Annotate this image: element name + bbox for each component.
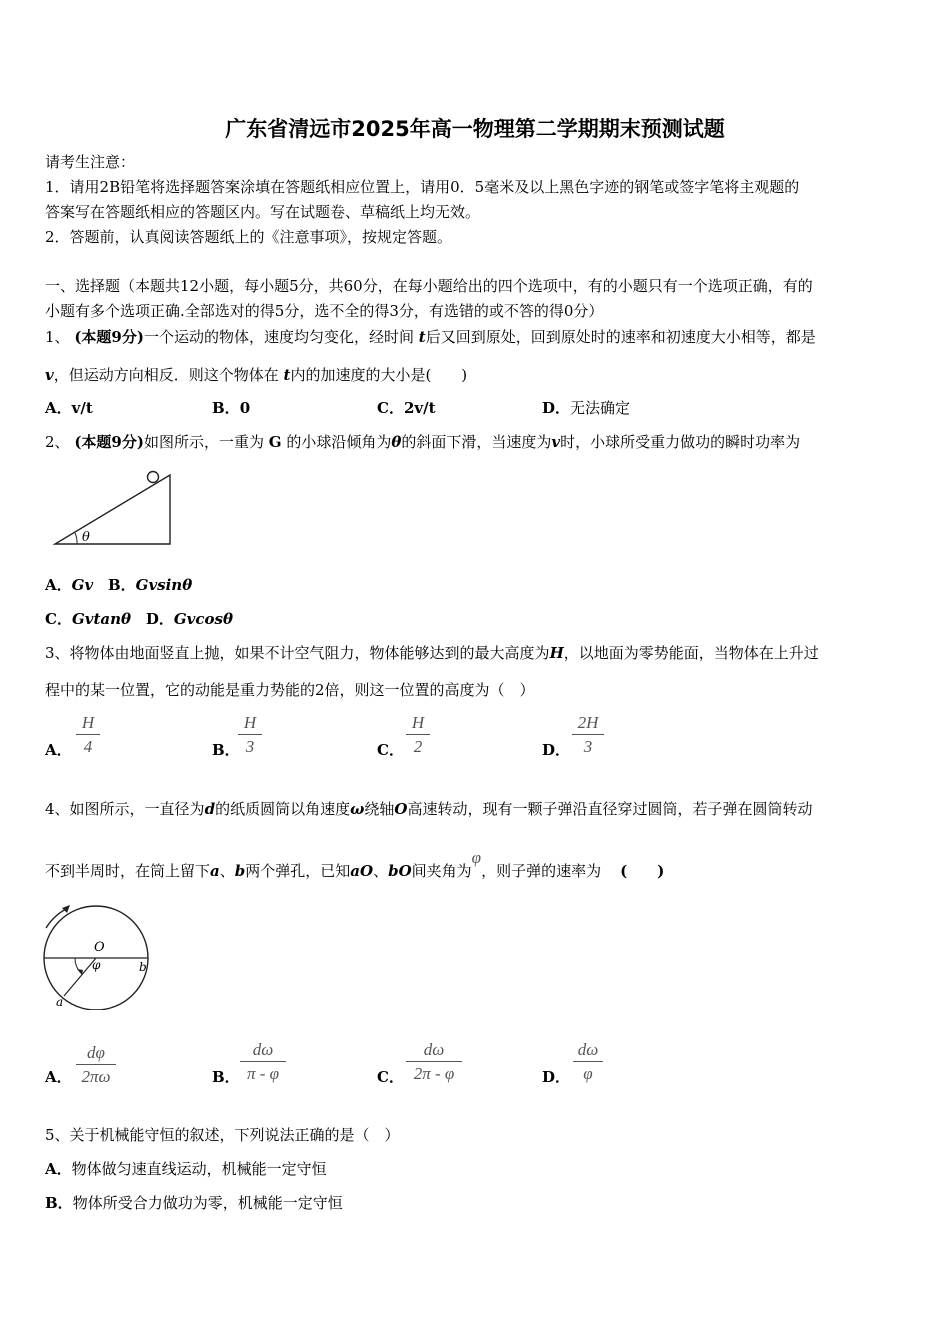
label-a: a <box>56 995 64 1009</box>
q4-number: 4、 <box>45 800 70 818</box>
q1-option-d[interactable] <box>542 398 630 418</box>
question-3-line-1 <box>45 643 819 663</box>
option-label: A． <box>45 576 72 594</box>
option-label: A． <box>45 1160 72 1178</box>
q4-line2-text-c: 间夹角为 <box>411 862 472 880</box>
q3-option-a-label[interactable]: A． <box>45 741 72 759</box>
question-1-line-1 <box>45 327 816 347</box>
q3-option-a-fraction <box>76 713 100 757</box>
label-b: b <box>139 960 147 974</box>
q2-option-b[interactable] <box>108 576 192 594</box>
fraction-denominator: π - φ <box>246 1064 280 1083</box>
q2-options-row-2 <box>45 609 233 629</box>
q2-option-a[interactable] <box>45 576 93 594</box>
option-label: B． <box>45 1194 73 1212</box>
q2-option-c[interactable] <box>45 610 131 628</box>
fraction-numerator: H <box>411 713 425 732</box>
question-2-line-1 <box>45 432 800 452</box>
q3-number: 3、 <box>45 644 70 662</box>
fraction-numerator: dφ <box>87 1043 105 1062</box>
question-4-line-2 <box>45 848 665 881</box>
fraction-bar <box>406 734 430 735</box>
q2-text-1: 如图所示，一重为 <box>143 433 264 451</box>
q1-var-t: t <box>418 328 426 346</box>
fraction-denominator: 2π - φ <box>413 1064 455 1083</box>
theta-label: θ <box>82 530 90 545</box>
fraction-bar <box>76 734 100 735</box>
q3-option-d-label[interactable]: D． <box>542 741 571 759</box>
fraction-numerator: dω <box>252 1040 274 1059</box>
fraction-denominator: 4 <box>83 737 93 756</box>
q3-option-c-label[interactable]: C． <box>377 741 404 759</box>
fraction-numerator: dω <box>423 1040 445 1059</box>
q2-text-2: 的小球沿倾角为 <box>286 433 392 451</box>
q1-option-a[interactable] <box>45 398 93 418</box>
q4-option-d-fraction <box>573 1040 603 1084</box>
q4-text-1: 如图所示，一直径为 <box>69 800 205 818</box>
notice-line-1a: 1．请用2B铅笔将选择题答案涂填在答题纸相应位置上，请用0．5毫米及以上黑色字迹的钢笔或签字笔将主观题的 <box>45 178 800 196</box>
fraction-bar <box>240 1061 286 1062</box>
q2-var-G: G <box>268 433 282 451</box>
q2-options-row-1 <box>45 575 192 595</box>
q1-option-b[interactable] <box>212 398 250 418</box>
q4-var-d: d <box>204 800 216 818</box>
q4-option-a-label[interactable]: A． <box>45 1068 72 1086</box>
q2-number: 2、 <box>45 433 70 451</box>
question-4-line-1 <box>45 799 812 819</box>
q4-line2-text-b: 两个弹孔，已知 <box>245 862 351 880</box>
option-label: B． <box>212 399 240 417</box>
q2-option-d[interactable] <box>146 610 233 628</box>
fraction-bar <box>238 734 262 735</box>
fraction-bar <box>406 1061 462 1062</box>
fraction-bar <box>573 1061 603 1062</box>
option-label: A． <box>45 399 72 417</box>
notice-line-2: 2．答题前，认真阅读答题纸上的《注意事项》，按规定答题。 <box>45 228 453 246</box>
q1-var-v: v <box>45 366 54 384</box>
cylinder-figure <box>40 903 155 1010</box>
q3-option-d-fraction <box>572 713 604 757</box>
fraction-numerator: 2H <box>577 713 599 732</box>
q4-var-aO: aO <box>350 862 374 880</box>
q1-text-1: 一个运动的物体，速度均匀变化，经时间 <box>143 328 414 346</box>
section-heading-line-1: 一、选择题（本题共12小题，每小题5分，共60分，在每小题给出的四个选项中，有的小题只有一个选项正确，有的 <box>45 277 813 295</box>
option-label: B． <box>107 576 136 594</box>
option-label: D． <box>542 399 571 417</box>
fraction-denominator: φ <box>583 1064 593 1083</box>
q4-sep: 、 <box>219 862 235 880</box>
q4-option-b-label[interactable]: B． <box>212 1068 240 1086</box>
q4-option-b-fraction <box>240 1040 286 1084</box>
option-label: C． <box>45 610 72 628</box>
q2-text-4: 时，小球所受重力做功的瞬时功率为 <box>560 433 801 451</box>
incline-triangle <box>55 475 170 544</box>
q3-option-c-fraction <box>406 713 430 757</box>
label-O: O <box>94 940 105 955</box>
q4-var-a: a <box>210 862 220 880</box>
rotation-arrow-head <box>62 905 70 913</box>
q4-text-2: 的纸质圆筒以角速度 <box>215 800 351 818</box>
q2-var-theta: θ <box>391 433 402 451</box>
q1-var-t2: t <box>283 366 291 384</box>
fraction-denominator: 3 <box>583 737 593 756</box>
question-3-line-2: 程中的某一位置，它的动能是重力势能的2倍，则这一位置的高度为（ ） <box>45 681 535 699</box>
q1-text-3: ，但运动方向相反．则这个物体在 <box>53 366 279 384</box>
q1-number: 1、 <box>45 328 70 346</box>
option-label: D． <box>145 610 174 628</box>
q4-line2-text-a: 不到半周时，在筒上留下 <box>45 862 211 880</box>
q3-text-2: ，以地面为零势能面，当物体在上升过 <box>563 644 819 662</box>
q4-var-O: O <box>394 800 408 818</box>
q4-text-4: 高速转动，现有一颗子弹沿直径穿过圆筒，若子弹在圆筒转动 <box>407 800 813 818</box>
q1-score: (本题9分) <box>74 328 144 346</box>
option-text: Gvtanθ <box>71 610 132 628</box>
question-1-line-2 <box>45 365 467 385</box>
option-text: 物体所受合力做功为零，机械能一定守恒 <box>72 1194 343 1212</box>
q4-var-omega: ω <box>350 800 365 818</box>
angle-arc <box>75 533 77 544</box>
notice-heading: 请考生注意： <box>45 153 136 171</box>
fraction-numerator: H <box>81 713 95 732</box>
fraction-numerator: H <box>243 713 257 732</box>
option-label: C． <box>377 399 404 417</box>
angle-arc-head <box>77 969 83 975</box>
section-heading-line-2: 小题有多个选项正确.全部选对的得5分，选不全的得3分，有选错的或不答的得0分） <box>45 302 604 320</box>
q4-var-bO: bO <box>388 862 412 880</box>
q4-option-d-label[interactable]: D． <box>542 1068 571 1086</box>
q3-text-1: 将物体由地面竖直上抛，如果不计空气阻力，物体能够达到的最大高度为 <box>69 644 550 662</box>
option-text: 2v/t <box>403 399 436 417</box>
q4-var-b: b <box>234 862 246 880</box>
q4-text-3: 绕轴 <box>364 800 395 818</box>
q5-option-b[interactable] <box>45 1193 343 1213</box>
q4-var-phi: φ <box>471 848 482 867</box>
label-phi: φ <box>92 958 101 972</box>
q4-paren: ( ) <box>620 862 665 880</box>
q4-option-c-label[interactable]: C． <box>377 1068 404 1086</box>
q2-score: (本题9分) <box>74 433 144 451</box>
q1-text-4: 内的加速度的大小是( ) <box>290 366 468 384</box>
option-text: v/t <box>71 399 93 417</box>
option-text: 0 <box>239 399 251 417</box>
q2-text-3: 的斜面下滑，当速度为 <box>401 433 552 451</box>
fraction-bar <box>572 734 604 735</box>
q3-option-b-fraction <box>238 713 262 757</box>
q4-sep-2: 、 <box>373 862 389 880</box>
option-text: Gv <box>71 576 94 594</box>
q5-option-a[interactable] <box>45 1159 327 1179</box>
ball <box>148 472 159 483</box>
q4-line2-text-d: ，则子弹的速率为 <box>481 862 617 880</box>
fraction-bar <box>76 1064 116 1065</box>
q1-option-c[interactable] <box>377 398 436 418</box>
rotation-arrow <box>46 908 68 928</box>
fraction-denominator: 3 <box>245 737 255 756</box>
question-5-text: 5、关于机械能守恒的叙述，下列说法正确的是（ ） <box>45 1126 400 1144</box>
q4-option-c-fraction <box>406 1040 462 1084</box>
q3-option-b-label[interactable]: B． <box>212 741 240 759</box>
option-text: 无法确定 <box>570 399 631 417</box>
fraction-denominator: 2 <box>413 737 423 756</box>
option-text: 物体做匀速直线运动，机械能一定守恒 <box>71 1160 327 1178</box>
notice-line-1b: 答案写在答题纸相应的答题区内。写在试题卷、草稿纸上均无效。 <box>45 203 481 221</box>
q3-var-H: H <box>549 644 564 662</box>
option-text: Gvsinθ <box>135 576 193 594</box>
page-title: 广东省清远市2025年高一物理第二学期期末预测试题 <box>225 117 725 141</box>
option-text: Gvcosθ <box>173 610 233 628</box>
fraction-denominator: 2πω <box>81 1067 111 1086</box>
q4-option-a-fraction <box>76 1043 116 1087</box>
q1-text-2: 后又回到原处，回到原处时的速率和初速度大小相等，都是 <box>425 328 816 346</box>
q2-var-v: v <box>551 433 561 451</box>
fraction-numerator: dω <box>577 1040 599 1059</box>
incline-figure <box>50 468 180 553</box>
